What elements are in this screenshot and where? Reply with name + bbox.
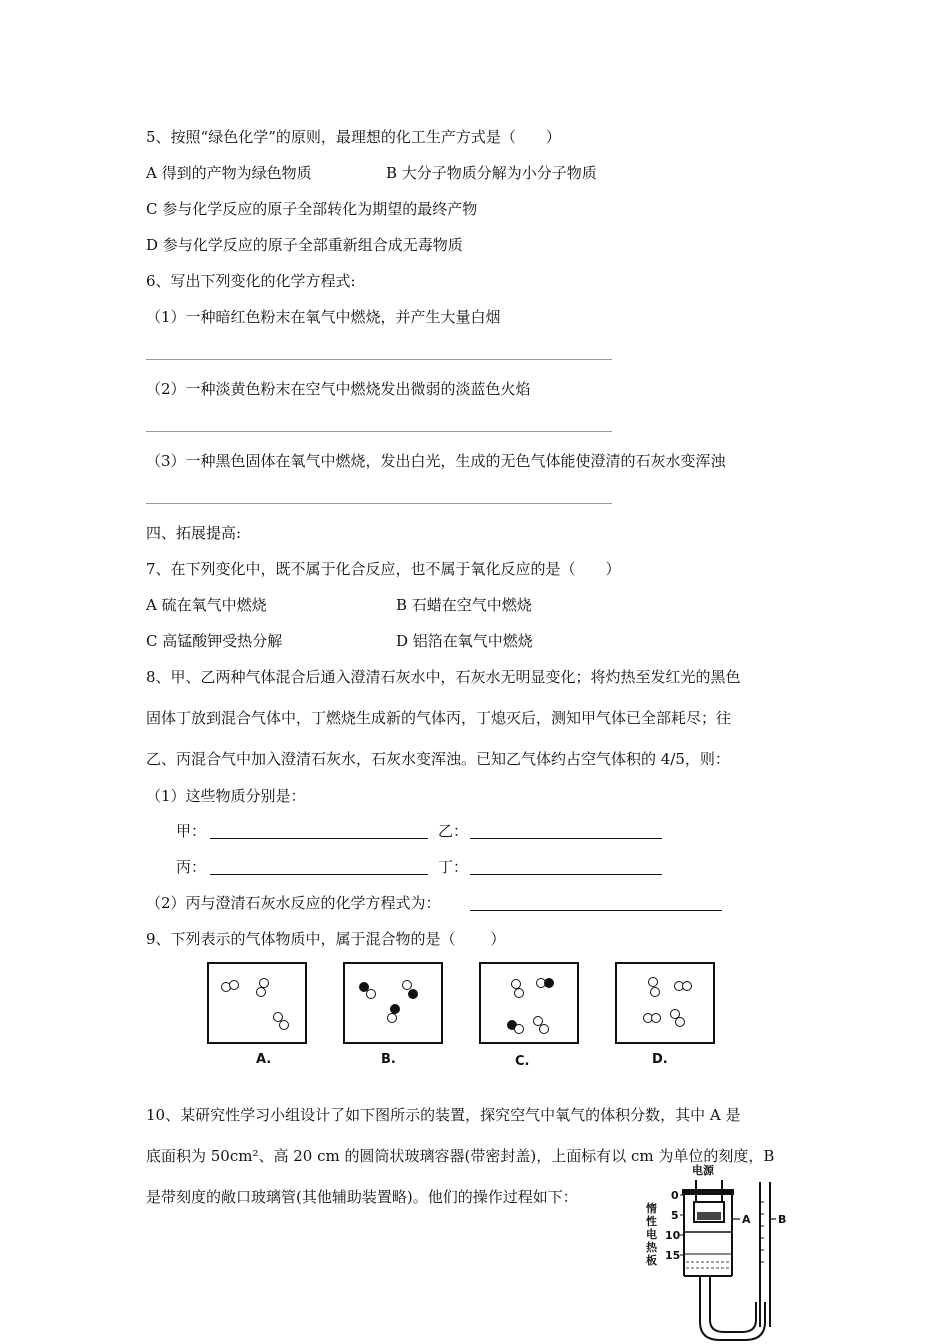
q5-stem: 5、按照“绿色化学”的原则，最理想的化工生产方式是（ ）: [146, 128, 561, 146]
q8-line-2: 固体丁放到混合气体中，丁燃烧生成新的气体丙，丁熄灭后，测知甲气体已全部耗尽；往: [146, 709, 732, 727]
label-a: A: [742, 1213, 751, 1226]
heater-char-2: 性: [646, 1215, 657, 1228]
blank-bing[interactable]: [210, 874, 428, 875]
diagram-c: [479, 962, 579, 1044]
scale-15: 15: [665, 1249, 681, 1262]
q5-option-a: A 得到的产物为绿色物质: [146, 164, 312, 182]
q8-sub-1: （1）这些物质分别是：: [146, 787, 306, 805]
blank-jia[interactable]: [210, 838, 428, 839]
blank-equation[interactable]: [470, 910, 722, 911]
molecule-atom: [514, 1024, 524, 1034]
molecule-atom: [675, 1017, 685, 1027]
molecule-atom: [651, 1013, 661, 1023]
molecule-atom: [648, 977, 658, 987]
label-b: B: [778, 1213, 787, 1226]
q6-part-2: （2）一种淡黄色粉末在空气中燃烧发出微弱的淡蓝色火焰: [146, 380, 531, 398]
diagram-d-label: D.: [652, 1052, 668, 1067]
blank-ding[interactable]: [470, 874, 662, 875]
power-label: 电源: [692, 1164, 714, 1177]
q7-option-c: C 高锰酸钾受热分解: [146, 632, 283, 650]
molecule-atom: [387, 1013, 397, 1023]
label-bing: 丙：: [176, 858, 207, 876]
q8-sub-2: （2）丙与澄清石灰水反应的化学方程式为：: [146, 894, 441, 912]
q6-part-3: （3）一种黑色固体在氧气中燃烧，发出白光，生成的无色气体能使澄清的石灰水变浑浊: [146, 452, 726, 470]
scale-10: 10: [665, 1229, 681, 1242]
q6-stem: 6、写出下列变化的化学方程式:: [146, 272, 356, 290]
diagram-d: [615, 962, 715, 1044]
q5-option-d: D 参与化学反应的原子全部重新组合成无毒物质: [146, 236, 463, 254]
heater-char-4: 热: [646, 1241, 657, 1254]
molecule-atom: [650, 987, 660, 997]
q7-option-d: D 铝箔在氧气中燃烧: [396, 632, 533, 650]
molecule-atom: [256, 987, 266, 997]
section-heading: 四、拓展提高:: [146, 524, 242, 542]
molecule-atom: [682, 981, 692, 991]
label-yi: 乙：: [438, 822, 469, 840]
answer-line-3[interactable]: [146, 503, 612, 504]
q8-line-3: 乙、丙混合气中加入澄清石灰水，石灰水变浑浊。已知乙气体约占空气体积的 4/5，则：: [146, 750, 730, 768]
diagram-c-label: C.: [515, 1054, 530, 1069]
heater-char-3: 电: [646, 1228, 657, 1241]
heater-char-1: 惰: [646, 1202, 657, 1215]
answer-line-1[interactable]: [146, 359, 612, 360]
molecule-atom: [279, 1020, 289, 1030]
scale-0: 0: [671, 1189, 679, 1202]
q7-option-a: A 硫在氧气中燃烧: [146, 596, 267, 614]
q9-stem: 9、下列表示的气体物质中，属于混合物的是（ ）: [146, 930, 506, 948]
heater-char-5: 板: [646, 1254, 657, 1267]
q7-option-b: B 石蜡在空气中燃烧: [396, 596, 532, 614]
q8-line-1: 8、甲、乙两种气体混合后通入澄清石灰水中，石灰水无明显变化；将灼热至发红光的黑色: [146, 668, 741, 686]
diagram-a: [207, 962, 307, 1044]
molecule-atom: [366, 989, 376, 999]
label-jia: 甲：: [176, 822, 207, 840]
q5-option-b: B 大分子物质分解为小分子物质: [386, 164, 597, 182]
molecule-atom: [229, 980, 239, 990]
molecule-atom: [514, 988, 524, 998]
q10-line-2: 底面积为 50cm²、高 20 cm 的圆筒状玻璃容器(带密封盖)，上面标有以 cm 为单位的刻度，B: [146, 1147, 775, 1165]
answer-line-2[interactable]: [146, 431, 612, 432]
molecule-atom: [539, 1024, 549, 1034]
molecule-atom: [544, 978, 554, 988]
apparatus-figure: [640, 1162, 810, 1344]
molecule-atom: [408, 989, 418, 999]
q6-part-1: （1）一种暗红色粉末在氧气中燃烧，并产生大量白烟: [146, 308, 501, 326]
blank-yi[interactable]: [470, 838, 662, 839]
diagram-b: [343, 962, 443, 1044]
scale-5: 5: [671, 1209, 679, 1222]
q7-stem: 7、在下列变化中，既不属于化合反应，也不属于氧化反应的是（ ）: [146, 560, 621, 578]
q10-line-3: 是带刻度的敞口玻璃管(其他辅助装置略)。他们的操作过程如下：: [146, 1188, 578, 1206]
diagram-a-label: A.: [256, 1052, 272, 1067]
q5-option-c: C 参与化学反应的原子全部转化为期望的最终产物: [146, 200, 478, 218]
diagram-b-label: B.: [381, 1052, 396, 1067]
label-ding: 丁：: [438, 858, 469, 876]
q10-line-1: 10、某研究性学习小组设计了如下图所示的装置，探究空气中氧气的体积分数，其中 A 是: [146, 1106, 741, 1124]
